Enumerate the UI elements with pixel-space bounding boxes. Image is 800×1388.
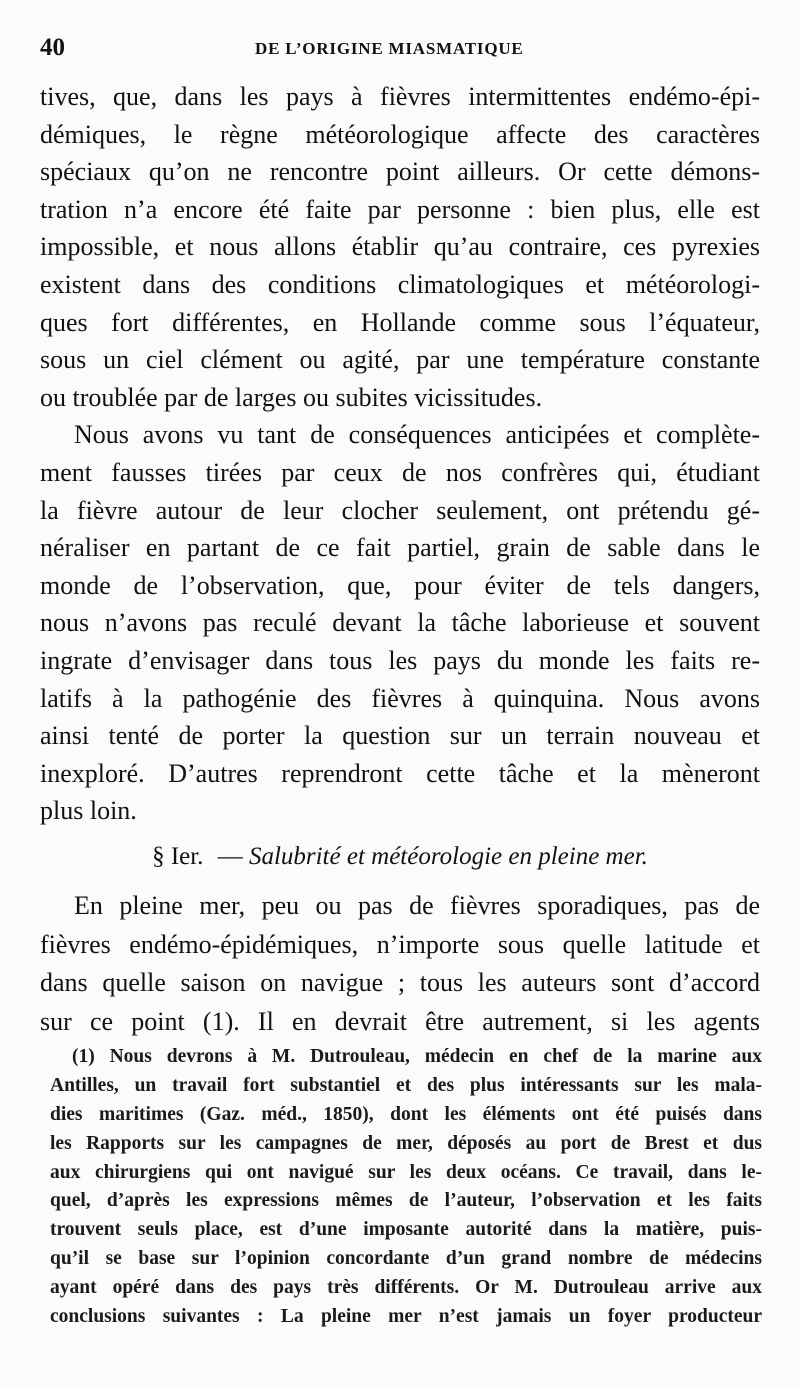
text-line: sous un ciel clément ou agité, par une température constante [40,345,760,375]
text-line: tives, que, dans les pays à fièvres intermittentes endémo-épi- [40,82,760,111]
text-line: la fièvre autour de leur clocher seulement, ont prétendu gé- [40,495,760,525]
text-line: fièvres endémo-épidémiques, n’importe sous quelle latitude et [40,929,760,959]
footnote-line: trouvent seuls place, est d’une imposante autorité dans la matière, puis- [50,1219,762,1241]
text-line: impossible, et nous allons établir qu’au contraire, ces pyrexies [40,232,760,262]
text-line: dans quelle saison on navigue ; tous les auteurs sont d’accord [40,968,760,997]
footnote-line: quel, d’après les expressions mêmes de l’auteur, l’observation et les faits [50,1190,762,1212]
text-line: En pleine mer, peu ou pas de fièvres sporadiques, pas de [74,891,760,920]
text-line: néraliser en partant de ce fait partiel, grain de sable dans le [40,533,760,563]
footnote-line: dies maritimes (Gaz. méd., 1850), dont les éléments ont été puisés dans [50,1103,762,1125]
text-line: Nous avons vu tant de conséquences anticipées et complète- [74,420,760,450]
text-line: ingrate d’envisager dans tous les pays du monde les faits re- [40,645,760,675]
text-line: spéciaux qu’on ne rencontre point ailleurs. Or cette démons- [40,157,760,187]
paragraph-1 [40,78,760,416]
footnote-line: aux chirurgiens qui ont navigué sur les deux océans. Ce travail, dans le- [50,1161,762,1183]
footnote-line: conclusions suivantes : La pleine mer n’est jamais un foyer producteur [50,1306,762,1328]
section-dash: — [217,843,243,870]
text-line: nous n’avons pas reculé devant la tâche laborieuse et souvent [40,608,760,638]
text-line: ou troublée par de larges ou subites vicissitudes. [40,382,543,412]
footnote [50,1043,762,1332]
paragraph-3 [40,887,760,1041]
text-line: plus loin. [40,796,137,826]
text-line: ques fort différentes, en Hollande comme sous l’équateur, [40,307,760,337]
text-line: démiques, le règne météorologique affecte des caractères [40,119,760,149]
footnote-line: Antilles, un travail fort substantiel et des plus intéressants sur les mala- [50,1074,762,1096]
text-line: latifs à la pathogénie des fièvres à quinquina. Nous avons [40,683,760,713]
footnote-line: les Rapports sur les campagnes de mer, déposés au port de Brest et dus [50,1132,762,1154]
section-heading [40,843,760,879]
text-line: inexploré. D’autres reprendront cette tâche et la mèneront [40,758,760,788]
section-number: § Ier. [152,843,204,870]
text-line: monde de l’observation, que, pour éviter de tels dangers, [40,570,760,600]
footnote-line: ayant opéré dans des pays très différents. Or M. Dutrouleau arrive aux [50,1277,762,1299]
text-line: tration n’a encore été faite par personne : bien plus, elle est [40,194,760,224]
section-title: Salubrité et météorologie en pleine mer. [248,843,648,870]
footnote-line: qu’il se base sur l’opinion concordante d’un grand nombre de médecins [50,1248,762,1270]
text-line: ainsi tenté de porter la question sur un terrain nouveau et [40,721,760,751]
text-line: existent dans des conditions climatologiques et météorologi- [40,269,760,299]
running-title: DE L’ORIGINE MIASMATIQUE [255,39,524,58]
text-line: ment fausses tirées par ceux de nos confrères qui, étudiant [40,457,760,487]
page-header [40,34,764,66]
footnote-line: (1) Nous devrons à M. Dutrouleau, médecin en chef de la marine aux [72,1046,762,1067]
paragraph-2 [40,416,760,830]
page-number: 40 [40,34,65,61]
text-line: sur ce point (1). Il en devrait être autrement, si les agents [40,1006,760,1036]
main-text [40,78,760,830]
